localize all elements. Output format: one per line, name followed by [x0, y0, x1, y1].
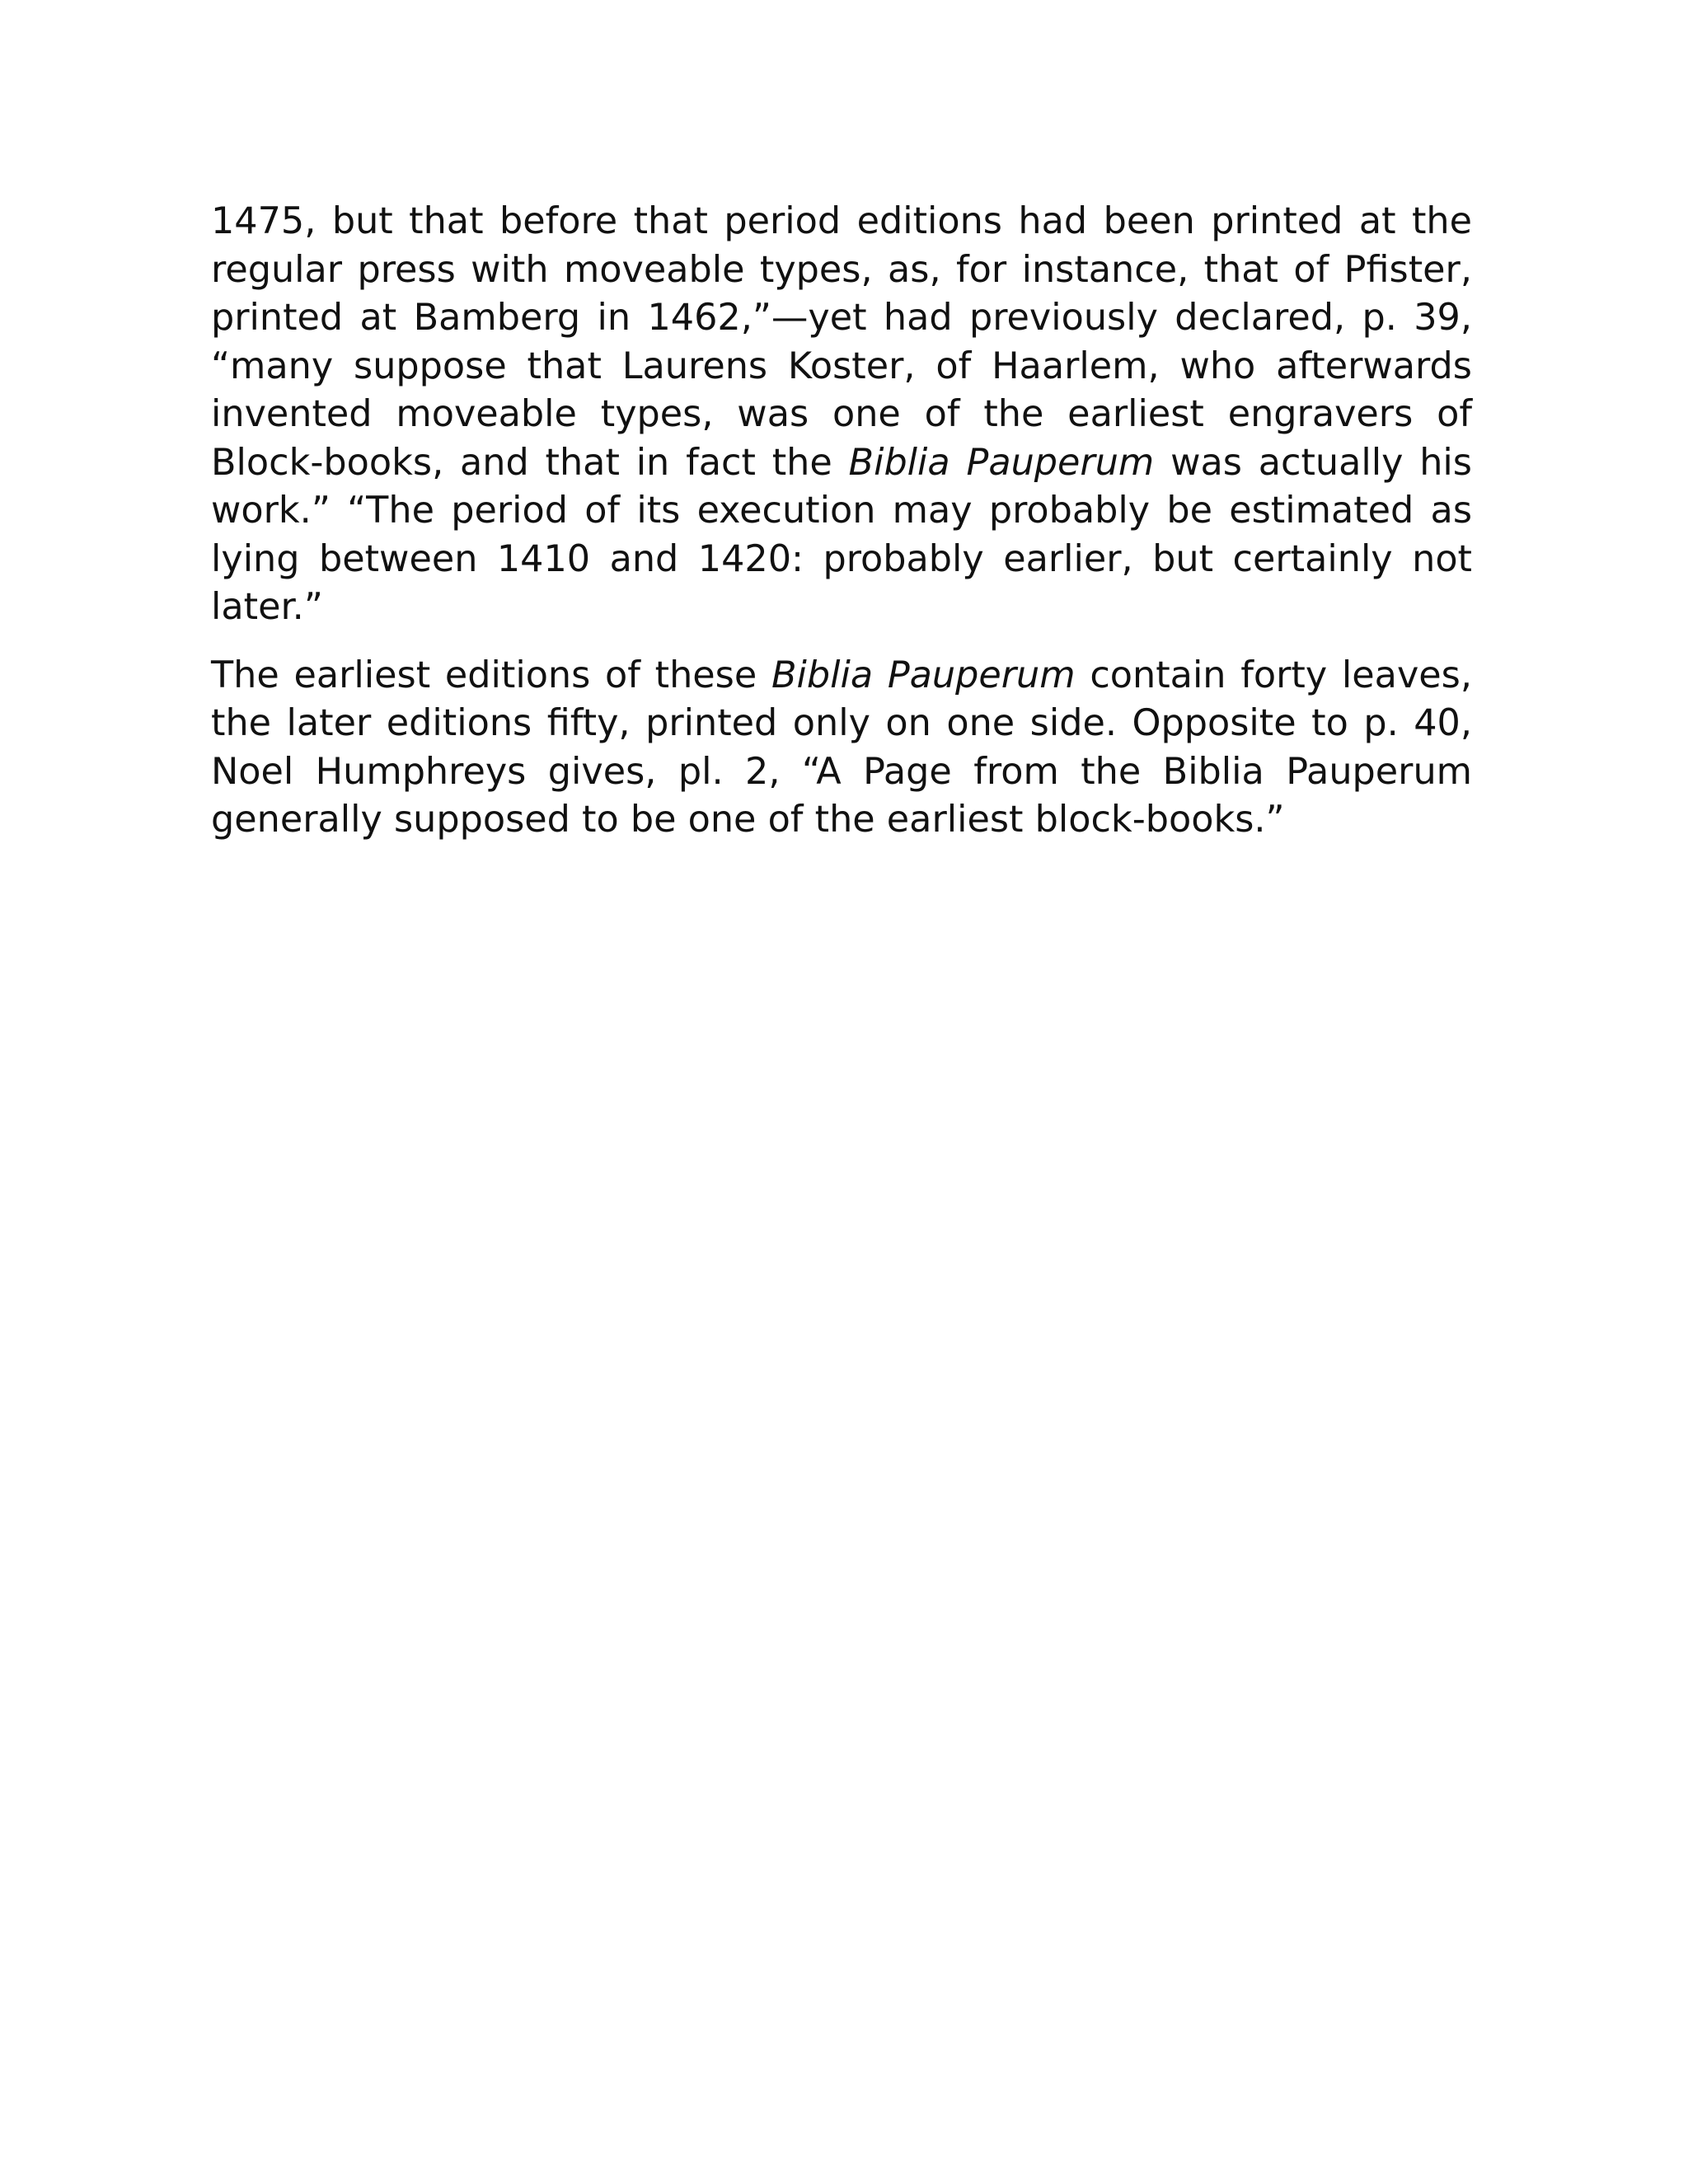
paragraph-2-text-a: The earliest editions of these	[211, 654, 771, 696]
paragraph-1	[211, 198, 1472, 632]
body-text	[211, 198, 1472, 845]
paragraph-2-text-b: contain forty leaves, the later editions fifty, printed only on one side. Opposite to p. 40, Noel Humphreys gives, pl. 2, “A Page from the Biblia Pauperum generally supposed to be one of the earliest block-books.”	[211, 654, 1472, 841]
paragraph-1-text-a: 1475, but that before that period editions had been printed at the regular press with moveable types, as, for instance, that of Pfister, printed at Bamberg in 1462,”—yet had previously declared, p. 39, “many suppose that Laurens Koster, of Haarlem, who afterwards invented moveable types, was one of the earliest engravers of Block-books, and that in fact the	[211, 200, 1472, 484]
paragraph-1-italic-title: Biblia Pauperum	[848, 441, 1155, 484]
paragraph-2	[211, 652, 1472, 845]
paragraph-2-italic-title: Biblia Pauperum	[771, 654, 1076, 696]
paragraph-1-text-b: was actually his work.” “The period of its execution may probably be estimated as lying between 1410 and 1420: probably earlier, but certainly not later.”	[211, 441, 1472, 628]
